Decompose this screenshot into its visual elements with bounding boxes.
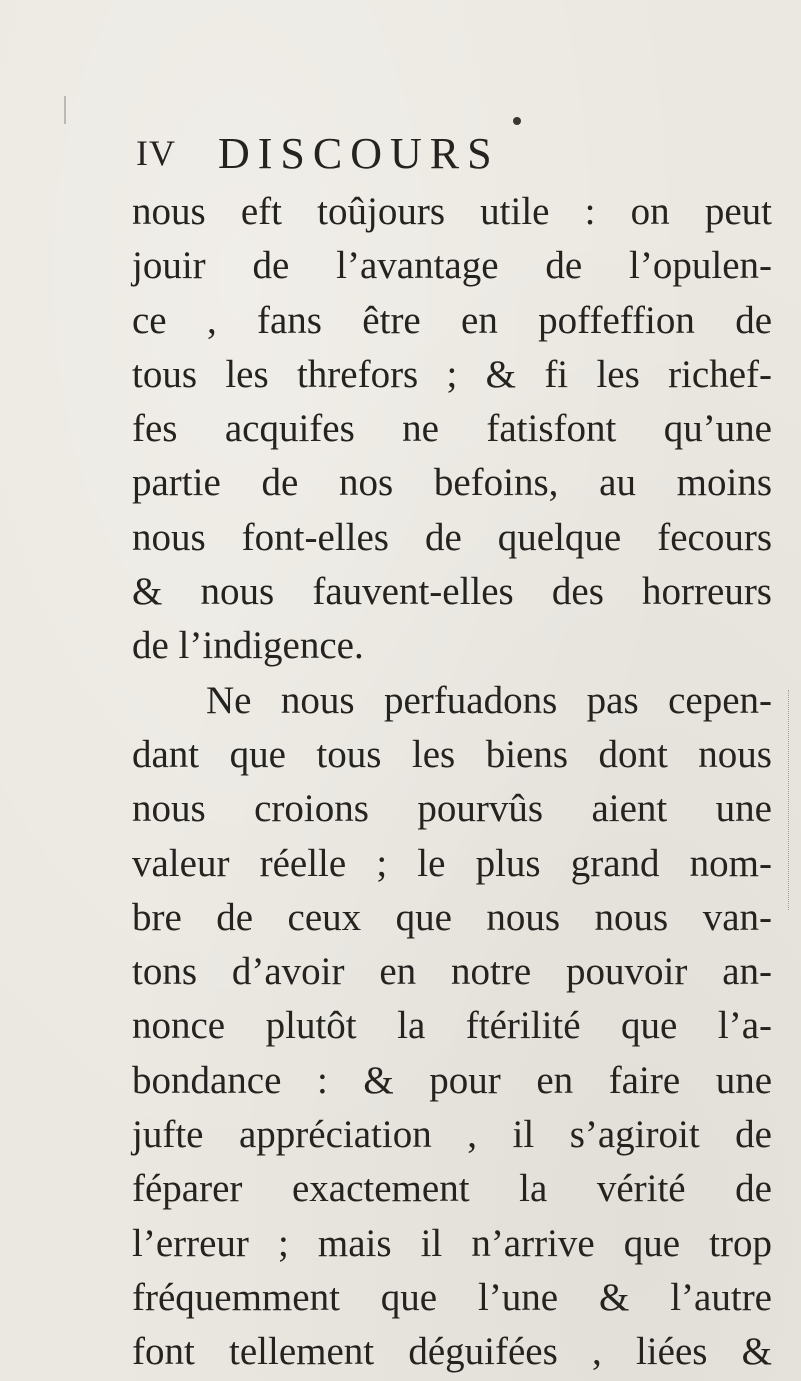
text-line: féparer exactement la vérité de (132, 1167, 772, 1211)
text-line: nous font-elles de quelque fecours (132, 515, 772, 559)
text-line: ce , fans être en poffeffion de (132, 298, 772, 342)
text-line: de l’indigence. (132, 624, 364, 668)
text-line: l’erreur ; mais il n’arrive que trop (132, 1221, 772, 1265)
running-header (136, 128, 696, 184)
text-line: font tellement déguifées , liées & (132, 1330, 772, 1374)
page-number: IV (136, 133, 176, 173)
text-line: tons d’avoir en notre pouvoir an- (132, 950, 772, 994)
text-line: valeur réelle ; le plus grand nom- (132, 841, 772, 885)
text-line: partie de nos befoins, au moins (132, 461, 772, 505)
text-line: bre de ceux que nous nous van- (132, 895, 772, 939)
running-title: DISCOURS (218, 129, 500, 178)
text-line: dant que tous les biens dont nous (132, 732, 772, 776)
text-line: jufte appréciation , il s’agiroit de (132, 1113, 772, 1157)
text-line: tous les threfors ; & fi les richef- (132, 352, 772, 396)
ornament-dot (513, 117, 521, 125)
text-line-paragraph-start: Ne nous perfuadons pas cepen- (206, 678, 772, 722)
text-line: jouir de l’avantage de l’opulen- (132, 244, 772, 288)
text-line: fes acquifes ne fatisfont qu’une (132, 407, 772, 451)
text-line: nous eft toûjours utile : on peut (132, 190, 772, 233)
page-edge-mark (64, 96, 66, 124)
body-text (132, 185, 772, 1380)
text-line: nonce plutôt la ftérilité que l’a- (132, 1004, 772, 1048)
text-line: & nous fauvent-elles des horreurs (132, 570, 772, 614)
text-line: nous croions pourvûs aient une (132, 787, 772, 831)
text-line: fréquemment que l’une & l’autre (132, 1275, 772, 1319)
text-line: bondance : & pour en faire une (132, 1058, 772, 1102)
right-margin-marks (788, 690, 791, 910)
